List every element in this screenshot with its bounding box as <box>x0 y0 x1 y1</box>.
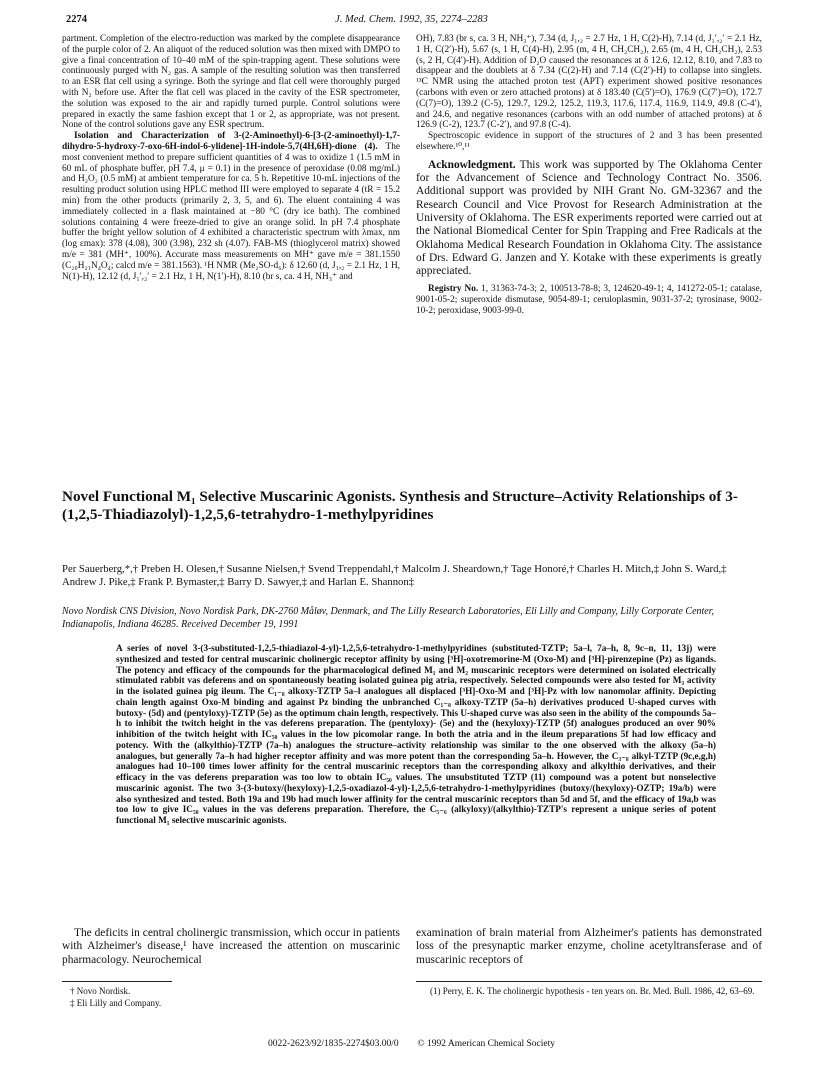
intro-left: The deficits in central cholinergic transmission, which occur in patients with Alzheimer's disease,¹ have increased the attention on muscarinic pharmacology. Neurochemical <box>62 927 400 966</box>
footnote-rule-right <box>416 981 762 982</box>
intro-right: examination of brain material from Alzheimer's patients has demonstrated loss of the presynaptic marker enzyme, choline acetyltransferase and of muscarinic receptors of <box>416 927 762 966</box>
article-title: Novel Functional M₁ Selective Muscarinic Agonists. Synthesis and Structure–Activity Relationships of 3-(1,2,5-Thiadiazolyl)-1,2,5,6-tetrahydro-1-methylpyridines <box>62 488 738 523</box>
footnote-lilly: ‡ Eli Lilly and Company. <box>70 998 162 1008</box>
article-affiliation: Novo Nordisk CNS Division, Novo Nordisk Park, DK-2760 Måløv, Denmark, and The Lilly Research Laboratories, Eli Lilly and Company, Lilly Corporate Center, Indianapolis, Indiana 46285. Received December 19, 1991 <box>62 606 715 630</box>
left-column <box>62 34 400 282</box>
acknowledgment <box>416 159 762 279</box>
article-code: 0022-2623/92/1835-2274$03.00/0 <box>268 1039 399 1049</box>
right-paragraph-1: OH), 7.83 (br s, ca. 3 H, NH₃⁺), 7.34 (d, J₁,₂ = 2.7 Hz, 1 H, C(2)-H), 7.14 (d, J₁′,₂′ = 2.1 Hz, 1 H, C(2′)-H), 5.67 (s, 1 H, C(4)-H), 2.95 (m, 4 H, CH₂CH₂), 2.65 (m, 4 H, CH₂CH₂), 2.53 (s, 2 H, C(4′)-H). Addition of D₂O caused the resonances at δ 12.6, 12.12, 8.10, and 7.83 to disappear and the doublets at δ 7.34 (C(2)-H) and 7.14 (C(2′)-H) to collapse into singlets. ¹³C NMR using the attached proton test (APT) experiment showed positive resonances (carbons with even or zero attached protons) at δ 183.40 (C(5′)=O), 176.9 (C(7′)=O), 172.7 (C(7)=O), 139.2 (C-5), 129.7, 129.2, 125.2, 119.3, 117.6, 117.4, 116.9, 114.9, 49.8 (C-4′), and 24.6, and negative resonances (carbons with an odd number of attached protons) at δ 126.9 (C-2), 123.7 (C-2′), and 97.8 (C-4). <box>416 34 762 131</box>
registry-body: 1, 31363-74-3; 2, 100513-78-8; 3, 124620-49-1; 4, 141272-05-1; catalase, 9001-05-2; superoxide dismutase, 9054-89-1; ceruloplasmin, 9031-37-2; tyrosinase, 9002-10-2; peroxidase, 9003-99-0. <box>416 284 763 317</box>
reference-1: (1) Perry, E. K. The cholinergic hypothesis - ten years on. Br. Med. Bull. 1986, 42, 63–69. <box>430 986 755 996</box>
acknowledgment-body: This work was supported by The Oklahoma Center for the Advancement of Science and Technology Contract No. 3506. Additional support was provided by NIH Grant No. GM-32367 and the Research Council and Vice Provost for Research Administration at the University of Oklahoma. The ESR experiments reported were carried out at the National Biomedical Center for Spin Trapping and Free Radicals at the Oklahoma Medical Research Foundation in Oklahoma City. The assistance of Drs. Edward G. Janzen and Y. Kotake with these experiments is greatly appreciated. <box>416 158 762 278</box>
registry <box>416 284 762 316</box>
right-column <box>416 34 762 317</box>
acknowledgment-heading: Acknowledgment. <box>428 158 516 171</box>
copyright: © 1992 American Chemical Society <box>417 1039 555 1049</box>
right-paragraph-2: Spectroscopic evidence in support of the structures of 2 and 3 has been presented elsewhere.¹⁰,¹¹ <box>416 131 762 152</box>
isolation-heading: Isolation and Characterization of 3-(2-Aminoethyl)-6-[3-(2-aminoethyl)-1,7-dihydro-5-hydroxy-7-oxo-6H-indol-6-ylidene]-1H-indole-5,7(4H,6H)-dione (4). <box>62 131 400 152</box>
footnote-novo: † Novo Nordisk. <box>70 986 131 996</box>
page-number: 2274 <box>66 14 87 25</box>
registry-heading: Registry No. <box>428 284 479 295</box>
left-paragraph-1: partment. Completion of the electro-reduction was marked by the complete disappearance of the purple color of 2. An aliquot of the reduced solution was then mixed with DMPO to give a final concentration of 10–40 mM of the spin-trapping agent. These solutions were continuously purged with N₂ gas. A sample of the resulting solution was then transferred to an ESR flat cell using a syringe. Both the syringe and flat cell were thoroughly purged with N₂ before use. After the flat cell was placed in the cavity of the ESR spectrometer, the solution was exposed to the air and rapidly turned purple. Control solutions were prepared in exactly the same fashion except that 1 or 2, as appropriate, was not present. None of the control solutions gave any ESR spectrum. <box>62 34 400 131</box>
article-authors: Per Sauerberg,*,† Preben H. Olesen,† Susanne Nielsen,† Svend Treppendahl,† Malcolm J. Sheardown,† Tage Honoré,† Charles H. Mitch,‡ John S. Ward,‡ Andrew J. Pike,‡ Frank P. Bymaster,‡ Barry D. Sawyer,‡ and Harlan E. Shannon‡ <box>62 563 727 589</box>
left-paragraph-2 <box>62 131 400 282</box>
footnote-rule-left <box>62 981 172 982</box>
bottom-line <box>0 1039 823 1049</box>
isolation-body: The most convenient method to prepare sufficient quantities of 4 was to oxidize 1 (1.5 mM in 60 mL of phosphate buffer, pH 7.4, μ = 0.1) in the presence of peroxidase (0.08 mg/mL) and H₂O₂ (0.5 mM) at ambient temperature for ca. 5 h. Repetitive 10-mL injections of the resulting product solution using HPLC method III were employed to separate 4 (tR = 15.2 min) from the other products (primarily 2, 3, 5, and 6). The eluent containing 4 was immediately collected in a flask maintained at −80 °C (dry ice bath). The combined solutions containing 4 were freeze-dried to give an orange solid. In pH 7.4 phosphate buffer the bright yellow solution of 4 exhibited a characteristic spectrum with λmax, nm (log εmax): 378 (4.08), 300 (3.98), 232 sh (4.07). FAB-MS (thioglycerol matrix) showed m/e = 381 (MH⁺, 100%). Accurate mass measurements on MH⁺ gave m/e = 381.1550 (C₂₀H₂₁N₄O₄; calcd m/e = 381.1563). ¹H NMR (Me₂SO-d₆): δ 12.60 (d, J₁,₂ = 2.1 Hz, 1 H, N(1)-H), 12.12 (d, J₁′,₂′ = 2.1 Hz, 1 H, N(1′)-H), 8.10 (br s, ca. 4 H, NH₃⁺ and <box>62 141 400 282</box>
journal-citation: J. Med. Chem. 1992, 35, 2274–2283 <box>335 14 488 25</box>
article-abstract: A series of novel 3-(3-substituted-1,2,5-thiadiazol-4-yl)-1,2,5,6-tetrahydro-1-methylpyridines (substituted-TZTP; 5a–l, 7a–h, 8, 9c–n, 11, 13j) were synthesized and tested for central muscarinic cholinergic receptor affinity by using [³H]-oxotremorine-M (Oxo-M) and [³H]-pirenzepine (Pz) as ligands. The potency and efficacy of the compounds for the pharmacological defined M₁ and M₂ muscarinic receptors were determined on isolated electrically stimulated rabbit vas deferens and on spontaneously beating isolated guinea pig atria, respectively. Selected compounds were also tested for M₃ activity in the isolated guinea pig ileum. The C₁₋₈ alkoxy-TZTP 5a–l analogues all displaced [³H]-Oxo-M and [³H]-Pz with low nanomolar affinity. Depicting chain length against Oxo-M binding and against Pz binding the unbranched C₁₋₈ alkoxy-TZTP (5a–h) derivatives produced U-shaped curves with butoxy- (5d) and (pentyloxy)-TZTP (5e) as the optimum chain length, respectively. This U-shaped curve was also seen in the ability of the compounds 5a–h to inhibit the twitch height in the vas deferens preparation. The (pentyloxy)- (5e) and the (hexyloxy)-TZTP (5f) analogues produced an over 90% inhibition of the twitch height with IC₅₀ values in the low picomolar range. In both the atria and in the ileum preparations 5f had low efficacy and potency. With the (alkylthio)-TZTP (7a–h) analogues the structure–activity relationship was similar to the one observed with the alkoxy (5a–h) analogues, but generally 7a–h had higher receptor affinity and was more potent than the corresponding 5a–h. However, the C₃₋₈ alkyl-TZTP (9c,e,g,h) analogues had 10–100 times lower affinity for the central muscarinic receptors than the corresponding alkoxy and alkylthio derivatives, and their efficacy in the vas deferens preparation was too low to obtain IC₅₀ values. The unsubstituted TZTP (11) compound was a potent but nonselective muscarinic agonist. The two 3-(3-butoxy/(hexyloxy)-1,2,5-oxadiazol-4-yl)-1,2,5,6-tetrahydro-1-methylpyridines (butoxy/(hexyloxy)-OZTP; 19a/b) were also synthesized and tested. Both 19a and 19b had much lower affinity for the central muscarinic receptors than 5d and 5f, and the efficacy of 19a,b was too low to give IC₅₀ values in the vas deferens preparation. Therefore, the C₅₋₆ (alkyloxy)/(alkylthio)-TZTP's represent a unique series of potent functional M₁ selective muscarinic agonists. <box>116 643 716 825</box>
